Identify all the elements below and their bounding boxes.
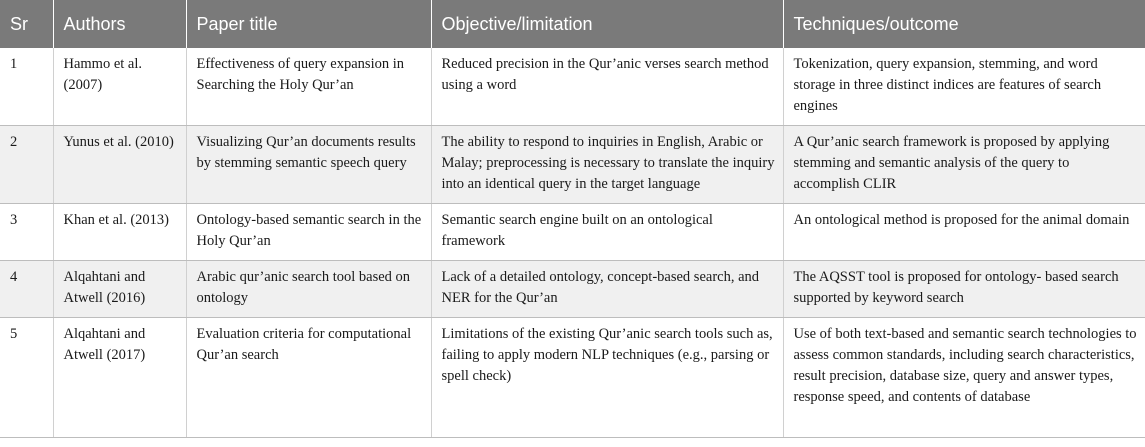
cell-outcome: Tokenization, query expansion, stemming, and word storage in three distinct indices are features of search engines	[783, 48, 1145, 126]
cell-sr: 1	[0, 48, 53, 126]
header-techniques-outcome: Techniques/outcome	[783, 0, 1145, 48]
cell-outcome: Use of both text-based and semantic search technologies to assess common standards, including search characteristics, result precision, database size, query and answer types, response speed, and contents of database	[783, 318, 1145, 438]
table-body	[0, 48, 1145, 438]
header-objective-limitation: Objective/limitation	[431, 0, 783, 48]
table-row	[0, 318, 1145, 438]
header-sr: Sr	[0, 0, 53, 48]
table-row	[0, 48, 1145, 126]
cell-objective: Semantic search engine built on an ontological framework	[431, 204, 783, 261]
cell-outcome: A Qur’anic search framework is proposed by applying stemming and semantic analysis of the query to accomplish CLIR	[783, 126, 1145, 204]
cell-objective: Reduced precision in the Qur’anic verses search method using a word	[431, 48, 783, 126]
cell-objective: Lack of a detailed ontology, concept-based search, and NER for the Qur’an	[431, 261, 783, 318]
cell-authors: Yunus et al. (2010)	[53, 126, 186, 204]
cell-title: Evaluation criteria for computational Qur’an search	[186, 318, 431, 438]
cell-title: Ontology-based semantic search in the Holy Qur’an	[186, 204, 431, 261]
cell-authors: Alqahtani and Atwell (2017)	[53, 318, 186, 438]
cell-authors: Khan et al. (2013)	[53, 204, 186, 261]
cell-sr: 3	[0, 204, 53, 261]
cell-sr: 4	[0, 261, 53, 318]
header-paper-title: Paper title	[186, 0, 431, 48]
cell-outcome: The AQSST tool is proposed for ontology- based search supported by keyword search	[783, 261, 1145, 318]
cell-title: Visualizing Qur’an documents results by stemming semantic speech query	[186, 126, 431, 204]
header-row	[0, 0, 1145, 48]
cell-title: Arabic qur’anic search tool based on ontology	[186, 261, 431, 318]
cell-authors: Hammo et al. (2007)	[53, 48, 186, 126]
cell-objective: The ability to respond to inquiries in English, Arabic or Malay; preprocessing is necessary to translate the inquiry into an identical query in the target language	[431, 126, 783, 204]
cell-objective: Limitations of the existing Qur’anic search tools such as, failing to apply modern NLP techniques (e.g., parsing or spell check)	[431, 318, 783, 438]
table-row	[0, 126, 1145, 204]
cell-title: Effectiveness of query expansion in Searching the Holy Qur’an	[186, 48, 431, 126]
cell-sr: 2	[0, 126, 53, 204]
cell-sr: 5	[0, 318, 53, 438]
header-authors: Authors	[53, 0, 186, 48]
cell-outcome: An ontological method is proposed for the animal domain	[783, 204, 1145, 261]
cell-authors: Alqahtani and Atwell (2016)	[53, 261, 186, 318]
table-header	[0, 0, 1145, 48]
table-row	[0, 204, 1145, 261]
table-row	[0, 261, 1145, 318]
